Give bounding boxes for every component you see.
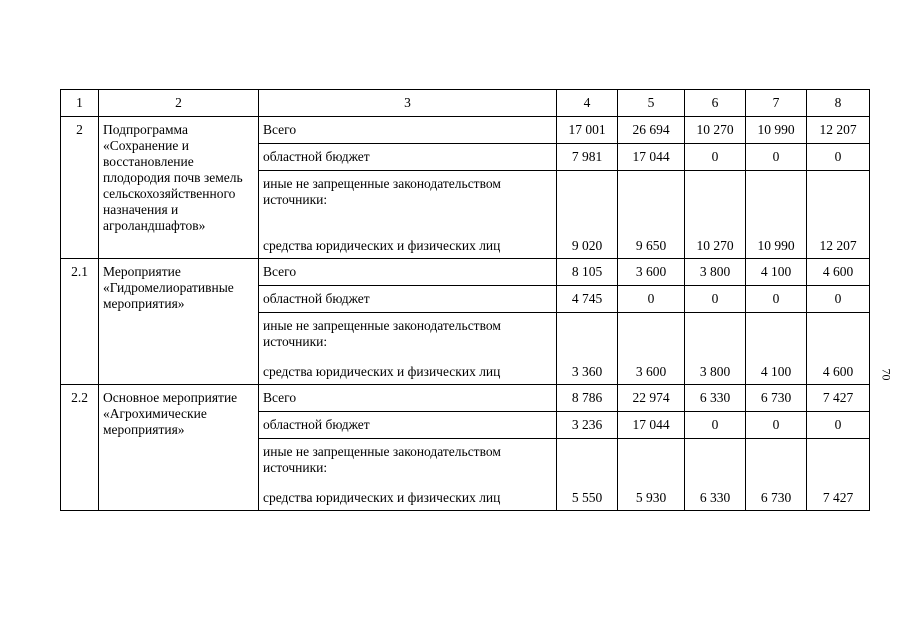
value-cell: 6 730 [746, 385, 807, 412]
value-cell: 0 [685, 412, 746, 439]
item-number: 2.2 [61, 385, 99, 511]
value-cell: 4 100 [746, 313, 807, 385]
row-label [259, 313, 557, 385]
value-cell: 6 730 [746, 439, 807, 511]
value-cell: 0 [807, 412, 870, 439]
value-cell: 0 [746, 286, 807, 313]
value-cell: 0 [807, 144, 870, 171]
value-cell: 6 330 [685, 385, 746, 412]
row-label: Всего [259, 385, 557, 412]
value-cell: 0 [685, 286, 746, 313]
value-cell: 5 550 [557, 439, 618, 511]
value-cell: 17 044 [618, 412, 685, 439]
value-cell: 0 [685, 144, 746, 171]
row-label [259, 439, 557, 511]
row-label: Всего [259, 117, 557, 144]
row-label: областной бюджет [259, 144, 557, 171]
row-label-bottom: средства юридических и физических лиц [263, 490, 501, 505]
value-cell: 3 800 [685, 313, 746, 385]
value-cell: 4 100 [746, 259, 807, 286]
row-label: областной бюджет [259, 412, 557, 439]
value-cell: 7 427 [807, 439, 870, 511]
item-number: 2.1 [61, 259, 99, 385]
value-cell: 3 800 [685, 259, 746, 286]
budget-table [60, 89, 870, 511]
page-number: 70 [879, 368, 894, 381]
value-cell: 22 974 [618, 385, 685, 412]
row-label-bottom: средства юридических и физических лиц [263, 238, 501, 253]
value-cell: 3 600 [618, 313, 685, 385]
value-cell: 10 990 [746, 117, 807, 144]
value-cell: 8 105 [557, 259, 618, 286]
header-cell: 4 [557, 90, 618, 117]
value-cell: 3 600 [618, 259, 685, 286]
value-cell: 7 427 [807, 385, 870, 412]
value-cell: 5 930 [618, 439, 685, 511]
value-cell: 4 600 [807, 259, 870, 286]
header-cell: 6 [685, 90, 746, 117]
row-label: Всего [259, 259, 557, 286]
row-label [259, 171, 557, 259]
table-row [61, 385, 870, 412]
value-cell: 8 786 [557, 385, 618, 412]
value-cell: 7 981 [557, 144, 618, 171]
header-cell: 2 [99, 90, 259, 117]
value-cell: 3 360 [557, 313, 618, 385]
value-cell: 3 236 [557, 412, 618, 439]
value-cell: 10 270 [685, 171, 746, 259]
header-cell: 8 [807, 90, 870, 117]
item-number: 2 [61, 117, 99, 259]
item-name: Основное мероприятие «Агрохимические мероприятия» [99, 385, 259, 511]
value-cell: 9 020 [557, 171, 618, 259]
value-cell: 17 001 [557, 117, 618, 144]
value-cell: 9 650 [618, 171, 685, 259]
value-cell: 0 [746, 412, 807, 439]
row-label-top: иные не запрещенные законодательством источники: [263, 176, 501, 207]
item-name: Мероприятие «Гидромелиоративные мероприятия» [99, 259, 259, 385]
value-cell: 17 044 [618, 144, 685, 171]
value-cell: 0 [746, 144, 807, 171]
header-cell: 5 [618, 90, 685, 117]
header-row [61, 90, 870, 117]
value-cell: 10 990 [746, 171, 807, 259]
header-cell: 3 [259, 90, 557, 117]
table-row [61, 117, 870, 144]
value-cell: 12 207 [807, 117, 870, 144]
row-label-top: иные не запрещенные законодательством источники: [263, 444, 501, 475]
value-cell: 12 207 [807, 171, 870, 259]
row-label-top: иные не запрещенные законодательством источники: [263, 318, 501, 349]
value-cell: 4 600 [807, 313, 870, 385]
table-row [61, 259, 870, 286]
item-name: Подпрограмма «Сохранение и восстановление плодородия почв земель сельскохозяйственного назначения и агроландшафтов» [99, 117, 259, 259]
value-cell: 6 330 [685, 439, 746, 511]
header-cell: 1 [61, 90, 99, 117]
row-label: областной бюджет [259, 286, 557, 313]
value-cell: 4 745 [557, 286, 618, 313]
header-cell: 7 [746, 90, 807, 117]
value-cell: 0 [807, 286, 870, 313]
row-label-bottom: средства юридических и физических лиц [263, 364, 501, 379]
value-cell: 10 270 [685, 117, 746, 144]
value-cell: 26 694 [618, 117, 685, 144]
value-cell: 0 [618, 286, 685, 313]
